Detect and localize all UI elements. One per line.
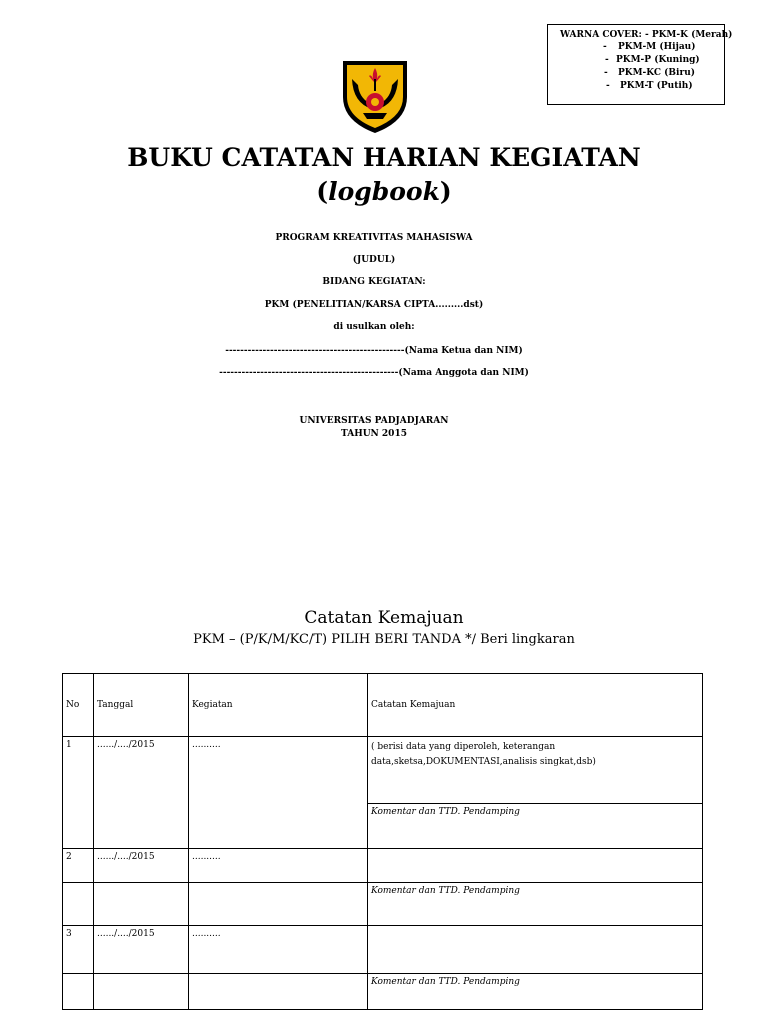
row-tanggal: ....../..../2015 (94, 737, 189, 849)
cover-color-box (547, 24, 733, 105)
program-label: PROGRAM KREATIVITAS MAHASISWA (275, 233, 473, 243)
row-kegiatan: .......... (189, 849, 368, 883)
header-no: No (63, 674, 94, 737)
cover-color-item: PKM-KC (Biru) (618, 68, 695, 78)
row-tanggal: ....../..../2015 (94, 849, 189, 883)
bullet-dash: - (604, 68, 608, 78)
table-header-row (63, 674, 703, 737)
university-logo (339, 57, 411, 135)
header-kegiatan: Kegiatan (189, 674, 368, 737)
table-row-komentar (63, 883, 703, 926)
table-row (63, 849, 703, 883)
header-catatan: Catatan Kemajuan (368, 674, 703, 737)
ketua-line: ------------------------------------------------(Nama Ketua dan NIM) (225, 346, 523, 356)
table-row-komentar (63, 974, 703, 1010)
row-komentar: Komentar dan TTD. Pendamping (368, 804, 703, 849)
page-title: BUKU CATATAN HARIAN KEGIATAN (127, 143, 641, 172)
progress-table (62, 673, 703, 1010)
cover-color-item: PKM-T (Putih) (620, 81, 693, 91)
pkm-label: PKM (PENELITIAN/KARSA CIPTA.........dst) (264, 300, 484, 310)
diusulkan-label: di usulkan oleh: (333, 322, 415, 332)
cover-color-item: PKM-M (Hijau) (618, 42, 696, 52)
row-catatan (368, 926, 703, 974)
row-no: 1 (63, 737, 94, 849)
year-label: TAHUN 2015 (341, 429, 407, 439)
section-title: Catatan Kemajuan (304, 608, 464, 628)
header-tanggal: Tanggal (94, 674, 189, 737)
cover-color-item: PKM-P (Kuning) (616, 55, 700, 65)
bullet-dash: - (605, 55, 609, 65)
row-no: 3 (63, 926, 94, 974)
table-row (63, 737, 703, 804)
row-catatan: ( berisi data yang diperoleh, keterangan data,sketsa,DOKUMENTASI,analisis singkat,dsb) (368, 737, 703, 804)
table-row (63, 926, 703, 974)
row-tanggal: ....../..../2015 (94, 926, 189, 974)
section-subtitle: PKM – (P/K/M/KC/T) PILIH BERI TANDA */ Beri lingkaran (193, 632, 575, 647)
row-komentar: Komentar dan TTD. Pendamping (368, 974, 703, 1010)
anggota-line: ------------------------------------------------(Nama Anggota dan NIM) (219, 368, 529, 378)
row-catatan (368, 849, 703, 883)
row-kegiatan: .......... (189, 926, 368, 974)
bullet-dash: - (606, 81, 610, 91)
judul-label: (JUDUL) (352, 255, 396, 265)
page-subtitle: (logbook) (316, 177, 452, 206)
bullet-dash: - (603, 42, 607, 52)
row-no: 2 (63, 849, 94, 883)
row-kegiatan: .......... (189, 737, 368, 849)
row-komentar: Komentar dan TTD. Pendamping (368, 883, 703, 926)
university-name: UNIVERSITAS PADJADJARAN (299, 416, 449, 426)
cover-color-first: WARNA COVER: - PKM-K (Merah) (560, 30, 733, 40)
bidang-label: BIDANG KEGIATAN: (322, 277, 426, 287)
